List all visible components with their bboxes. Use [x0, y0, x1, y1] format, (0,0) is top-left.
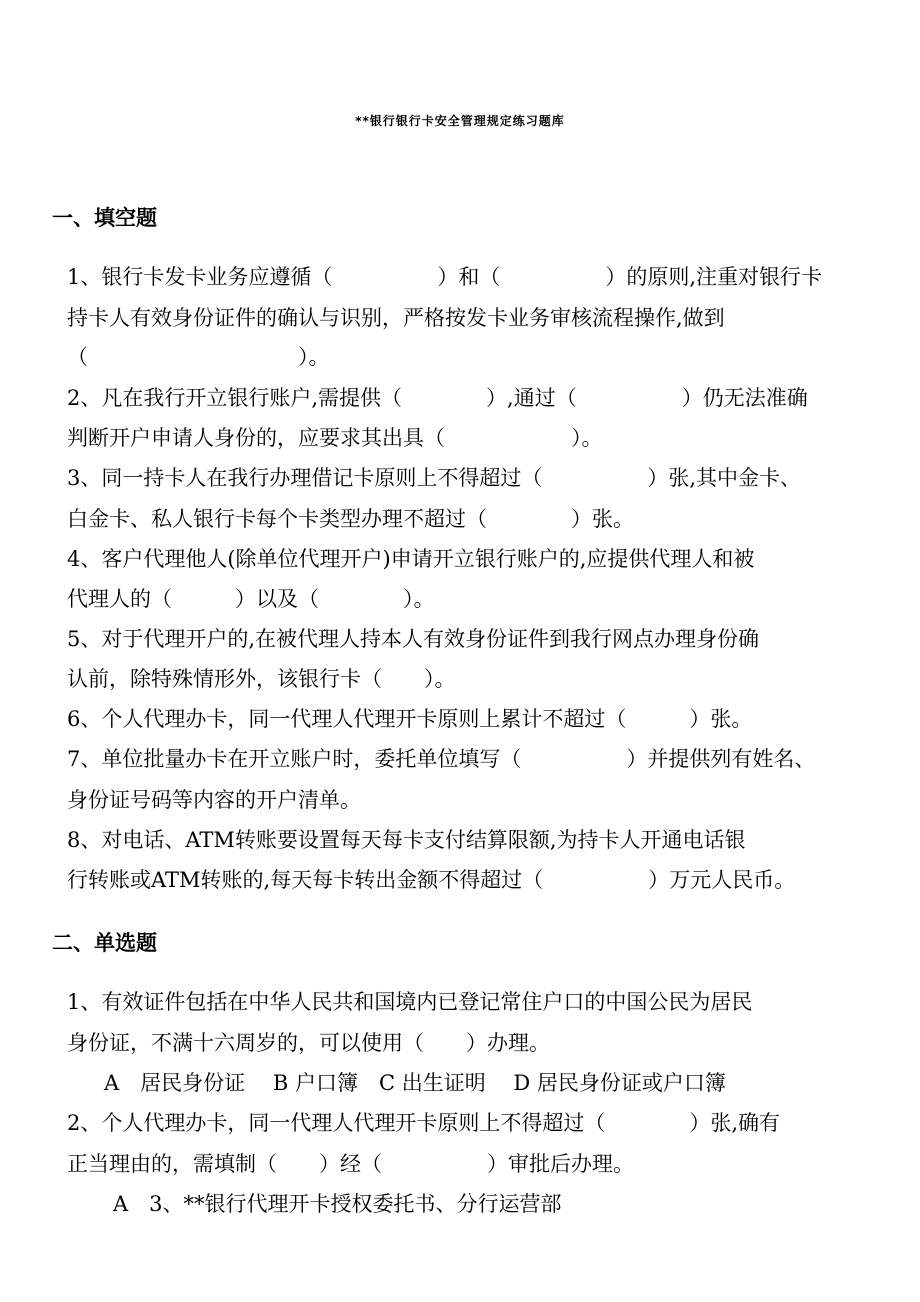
answer-line: A 3、**银行代理开卡授权委托书、分行运营部	[113, 1192, 562, 1216]
question-line: 判断开户申请人身份的，应要求其出具（ ）。	[67, 426, 603, 450]
question-line: 2、凡在我行开立银行账户,需提供（ ）,通过（ ）仍无法准确	[67, 386, 808, 410]
question-line: 7、单位批量办卡在开立账户时，委托单位填写（ ）并提供列有姓名、	[67, 747, 816, 771]
question-line: 认前，除特殊情形外，该银行卡（ ）。	[67, 667, 456, 691]
question-line: 1、有效证件包括在中华人民共和国境内已登记常住户口的中国公民为居民	[67, 990, 753, 1014]
question-line: （ ）。	[67, 345, 330, 369]
question-line: 3、同一持卡人在我行办理借记卡原则上不得超过（ ）张,其中金卡、	[67, 466, 802, 490]
question-line: 2、个人代理办卡，同一代理人代理开卡原则上不得超过（ ）张,确有	[67, 1111, 781, 1135]
question-line: 持卡人有效身份证件的确认与识别，严格按发卡业务审核流程操作,做到	[67, 306, 725, 330]
question-line: 代理人的（ ）以及（ ）。	[67, 587, 435, 611]
question-line: 8、对电话、ATM转账要设置每天每卡支付结算限额,为持卡人开通电话银	[67, 828, 746, 852]
question-line: 身份证号码等内容的开户清单。	[67, 788, 361, 812]
document-title: **银行银行卡安全管理规定练习题库	[355, 114, 565, 128]
section-heading-single-choice: 二、单选题	[52, 931, 157, 955]
question-line: 6、个人代理办卡，同一代理人代理开卡原则上累计不超过（ ）张。	[67, 707, 753, 731]
question-line: 白金卡、私人银行卡每个卡类型办理不超过（ ）张。	[67, 507, 634, 531]
answer-options: A 居民身份证 B 户口簿 C 出生证明 D 居民身份证或户口簿	[104, 1071, 726, 1095]
question-line: 5、对于代理开户的,在被代理人持本人有效身份证件到我行网点办理身份确	[67, 627, 760, 651]
question-line: 行转账或ATM转账的,每天每卡转出金额不得超过（ ）万元人民币。	[67, 868, 796, 892]
question-line: 1、银行卡发卡业务应遵循（ ）和（ ）的原则,注重对银行卡	[67, 265, 823, 289]
question-line: 正当理由的，需填制（ ）经（ ）审批后办理。	[67, 1152, 634, 1176]
question-line: 身份证，不满十六周岁的，可以使用（ ）办理。	[67, 1031, 550, 1055]
question-line: 4、客户代理他人(除单位代理开户)申请开立银行账户的,应提供代理人和被	[67, 547, 755, 571]
section-heading-fill-in-blank: 一、填空题	[52, 206, 157, 230]
